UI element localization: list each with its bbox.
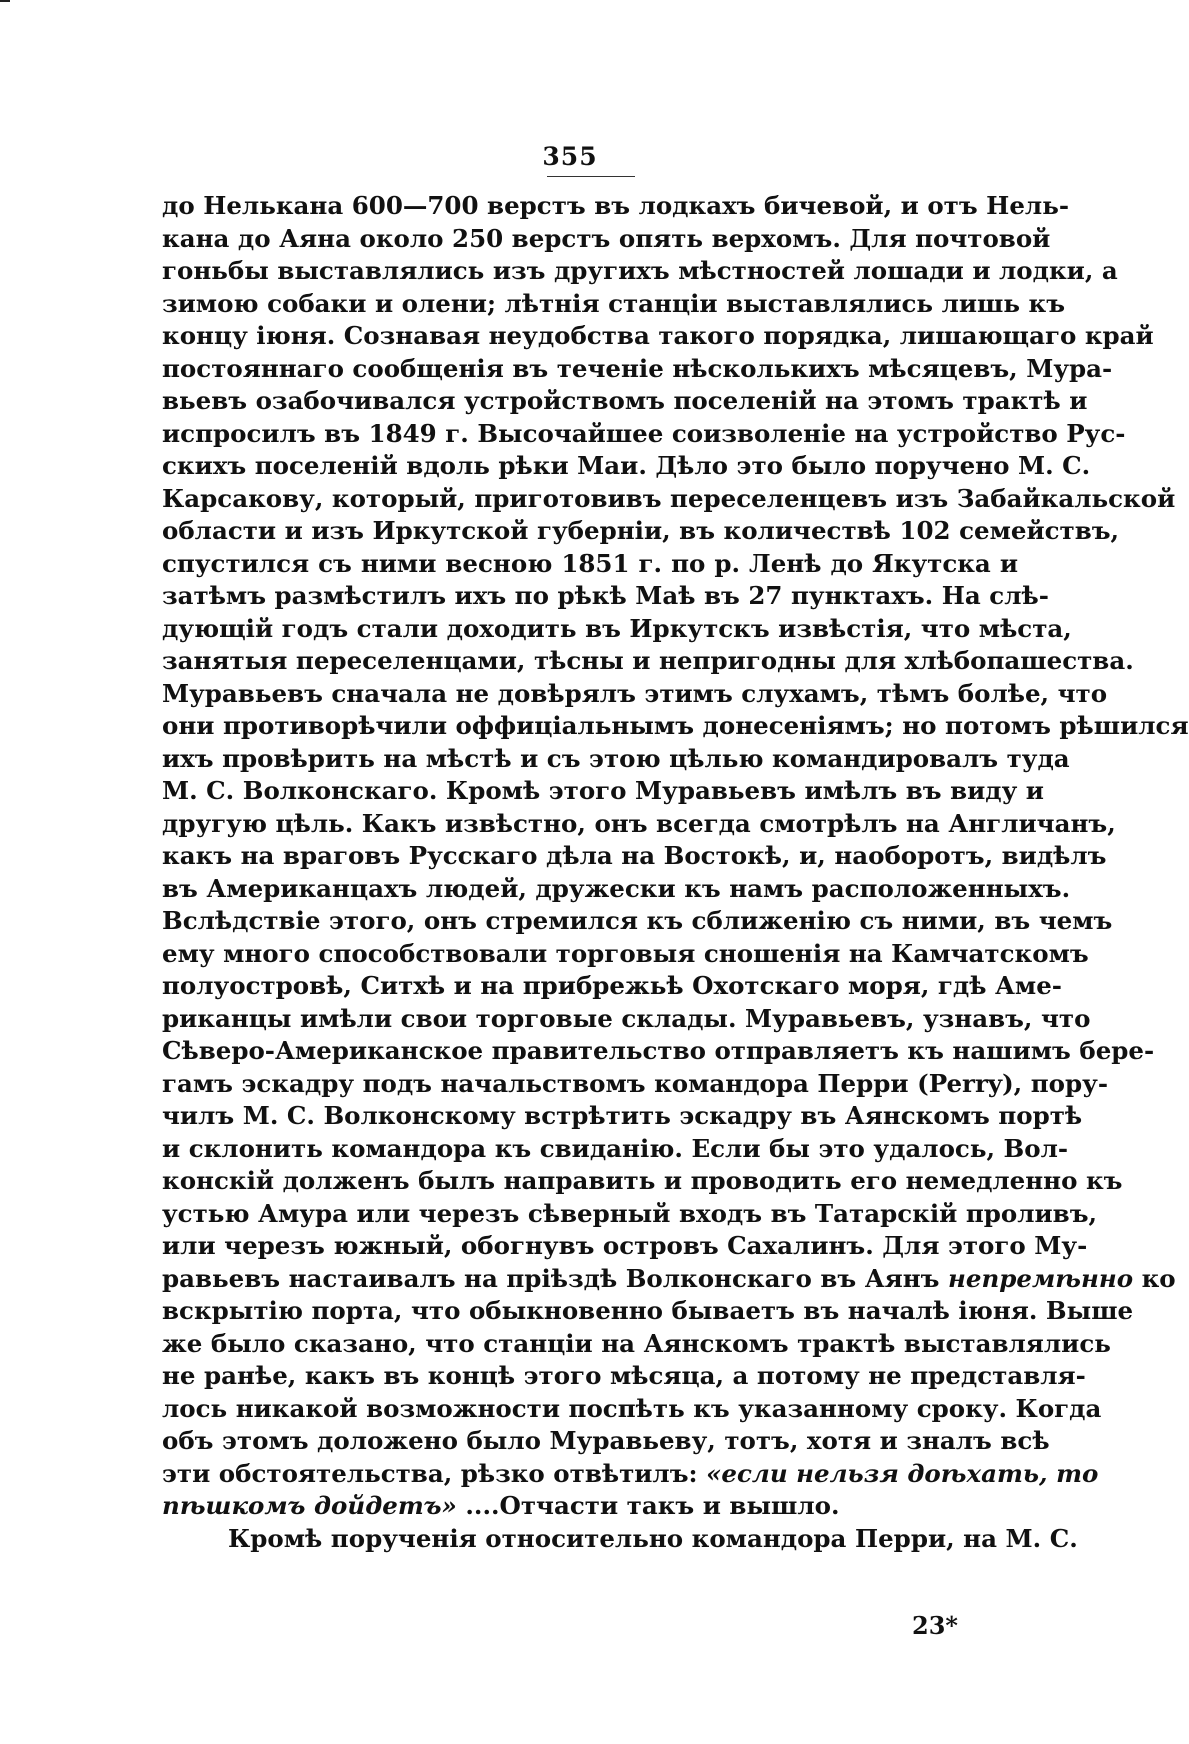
text-segment: ....Отчасти такъ и вышло. <box>465 1491 840 1520</box>
text-line: полуостровѣ, Ситхѣ и на прибрежьѣ Охотскаго моря, гдѣ Аме- <box>162 971 1062 1000</box>
text-line: ему много способствовали торговыя сношенія на Камчатскомъ <box>162 938 1089 968</box>
text-segment: эти обстоятельства, рѣзко отвѣтилъ: <box>162 1458 698 1488</box>
text-line: объ этомъ доложено было Муравьеву, тотъ, хотя и зналъ всѣ <box>162 1426 1050 1455</box>
text-line: затѣмъ размѣстилъ ихъ по рѣкѣ Маѣ въ 27 пунктахъ. На слѣ- <box>162 581 1049 610</box>
signature-mark: 23* <box>912 1611 958 1640</box>
text-line: испросилъ въ 1849 г. Высочайшее соизволеніе на устройство Рус- <box>162 418 1126 448</box>
text-line: Вслѣдствіе этого, онъ стремился къ сближенію съ ними, въ чемъ <box>162 906 1113 935</box>
body-text <box>162 190 1189 1555</box>
text-line: Сѣверо-Американское правительство отправляетъ къ нашимъ бере- <box>162 1036 1155 1065</box>
text-line: ихъ провѣрить на мѣстѣ и съ этою цѣлью командировалъ туда <box>162 743 1070 773</box>
text-line: дующій годъ стали доходить въ Иркутскъ извѣстія, что мѣста, <box>162 613 1072 643</box>
text-line: скихъ поселеній вдоль рѣки Маи. Дѣло это было поручено М. С. <box>162 451 1091 480</box>
text-line: постояннаго сообщенія въ теченіе нѣсколькихъ мѣсяцевъ, Мура- <box>162 353 1113 383</box>
text-line: кана до Аяна около 250 верстъ опять верхомъ. Для почтовой <box>162 223 1051 253</box>
text-line: Муравьевъ сначала не довѣрялъ этимъ слухамъ, тѣмъ болѣе, что <box>162 678 1108 708</box>
text-line-with-quote <box>162 1490 1018 1523</box>
page-number-rule <box>547 176 635 177</box>
scan-edge-mark <box>0 0 10 2</box>
emphasis-text: непремѣнно <box>948 1263 1134 1293</box>
text-line: до Нелькана 600—700 верстъ въ лодкахъ бичевой, и отъ Нель- <box>162 191 1069 220</box>
quote-text: пѣшкомъ дойдетъ» <box>162 1491 457 1520</box>
text-line: гамъ эскадру подъ начальствомъ командора Перри (Perry), пору- <box>162 1068 1109 1098</box>
page-number: 355 <box>542 142 598 171</box>
text-line: въ Американцахъ людей, дружески къ намъ расположенныхъ. <box>162 873 1071 903</box>
text-line: Карсакову, который, приготовивъ переселенцевъ изъ Забайкальской <box>162 483 1176 513</box>
text-line: концу іюня. Сознавая неудобства такого порядка, лишающаго край <box>162 321 1154 350</box>
paragraph-first-line: Кромѣ порученія относительно командора Перри, на М. С. <box>228 1523 1078 1553</box>
text-line: занятыя переселенцами, тѣсны и непригодны для хлѣбопашества. <box>162 646 1134 675</box>
text-line: зимою собаки и олени; лѣтнія станціи выставлялись лишь къ <box>162 288 1065 318</box>
text-line: вскрытію порта, что обыкновенно бываетъ въ началѣ іюня. Выше <box>162 1296 1134 1325</box>
text-line: конскій долженъ былъ направить и проводить его немедленно къ <box>162 1166 1123 1195</box>
text-line: спустился съ ними весною 1851 г. по р. Ленѣ до Якутска и <box>162 548 1018 578</box>
text-line: вьевъ озабочивался устройствомъ поселеній на этомъ трактѣ и <box>162 386 1088 415</box>
text-line: устью Амура или черезъ сѣверный входъ въ Татарскій проливъ, <box>162 1198 1098 1228</box>
quote-text: «если нельзя доѣхать, то <box>706 1458 1099 1488</box>
text-line: риканцы имѣли свои торговые склады. Муравьевъ, узнавъ, что <box>162 1003 1091 1033</box>
text-line: какъ на враговъ Русскаго дѣла на Востокѣ, и, наоборотъ, видѣлъ <box>162 841 1107 870</box>
text-line: не ранѣе, какъ въ концѣ этого мѣсяца, а потому не представля- <box>162 1361 1086 1390</box>
text-line: же было сказано, что станціи на Аянскомъ трактѣ выставлялись <box>162 1328 1111 1358</box>
text-line-with-quote <box>162 1458 1099 1491</box>
text-line: и склонить командора къ свиданію. Если бы это удалось, Вол- <box>162 1133 1069 1163</box>
text-line: чилъ М. С. Волконскому встрѣтить эскадру въ Аянскомъ портѣ <box>162 1101 1083 1130</box>
text-line: или черезъ южный, обогнувъ островъ Сахалинъ. Для этого Му- <box>162 1231 1088 1260</box>
text-segment: ко <box>1141 1263 1176 1293</box>
text-line-with-emphasis <box>162 1263 1176 1296</box>
text-line: области и изъ Иркутской губерніи, въ количествѣ 102 семействъ, <box>162 516 1120 545</box>
text-line: М. С. Волконскаго. Кромѣ этого Муравьевъ имѣлъ въ виду и <box>162 776 1044 805</box>
text-line: они противорѣчили оффиціальнымъ донесеніямъ; но потомъ рѣшился <box>162 711 1189 740</box>
text-line: другую цѣль. Какъ извѣстно, онъ всегда смотрѣлъ на Англичанъ, <box>162 808 1116 838</box>
text-segment: равьевъ настаивалъ на пріѣздѣ Волконскаго въ Аянъ <box>162 1263 940 1293</box>
text-line: гоньбы выставлялись изъ другихъ мѣстностей лошади и лодки, а <box>162 256 1118 285</box>
text-line: лось никакой возможности поспѣть къ указанному сроку. Когда <box>162 1393 1102 1423</box>
